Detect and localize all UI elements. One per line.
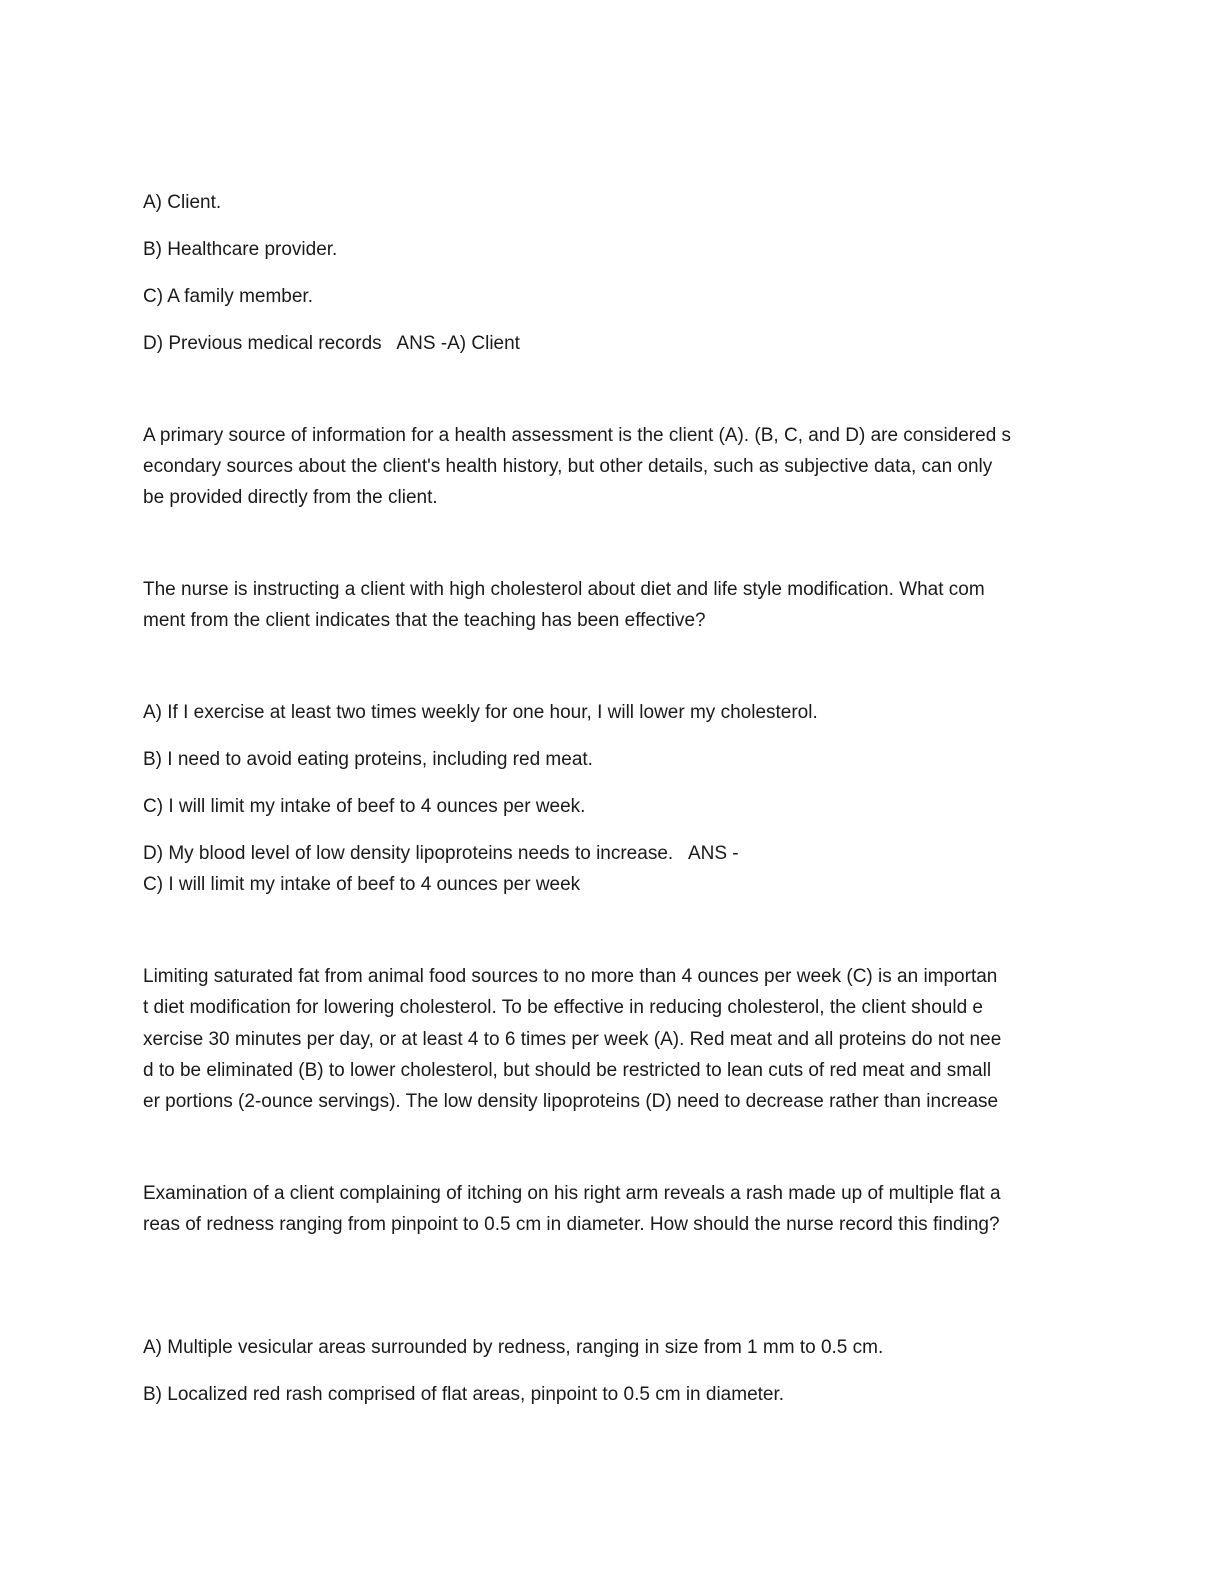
q2-stem-line: ment from the client indicates that the teaching has been effective?: [143, 610, 706, 631]
q3-stem-line: Examination of a client complaining of itching on his right arm reveals a rash made up of multiple flat a: [143, 1183, 1001, 1204]
q2-option-a: A) If I exercise at least two times weekly for one hour, I will lower my cholesterol.: [143, 702, 818, 723]
q2-rationale-line: t diet modification for lowering cholesterol. To be effective in reducing cholesterol, the client should e: [143, 997, 983, 1018]
q1-option-d-answer: D) Previous medical records ANS -A) Client: [143, 333, 520, 354]
q3-stem-line: reas of redness ranging from pinpoint to 0.5 cm in diameter. How should the nurse record this finding?: [143, 1214, 1000, 1235]
q2-stem-line: The nurse is instructing a client with high cholesterol about diet and life style modification. What com: [143, 579, 985, 600]
q2-option-d-answer: D) My blood level of low density lipoproteins needs to increase. ANS -: [143, 843, 739, 864]
q2-rationale-line: er portions (2-ounce servings). The low density lipoproteins (D) need to decrease rather than increase: [143, 1091, 999, 1112]
q1-rationale-line: A primary source of information for a health assessment is the client (A). (B, C, and D) are considered s: [143, 425, 1012, 446]
q2-rationale-line: d to be eliminated (B) to lower cholesterol, but should be restricted to lean cuts of red meat and small: [143, 1060, 992, 1081]
q2-rationale-line: Limiting saturated fat from animal food sources to no more than 4 ounces per week (C) is an importan: [143, 966, 998, 987]
q2-answer-line: C) I will limit my intake of beef to 4 ounces per week: [143, 874, 581, 895]
q3-option-a: A) Multiple vesicular areas surrounded by redness, ranging in size from 1 mm to 0.5 cm.: [143, 1337, 884, 1358]
q1-option-c: C) A family member.: [143, 286, 313, 307]
q1-option-a: A) Client.: [143, 192, 222, 213]
q2-option-b: B) I need to avoid eating proteins, including red meat.: [143, 749, 593, 770]
q2-rationale-line: xercise 30 minutes per day, or at least 4 to 6 times per week (A). Red meat and all proteins do not nee: [143, 1029, 1002, 1050]
q1-rationale-line: be provided directly from the client.: [143, 487, 438, 508]
q2-option-c: C) I will limit my intake of beef to 4 ounces per week.: [143, 796, 586, 817]
q3-option-b: B) Localized red rash comprised of flat areas, pinpoint to 0.5 cm in diameter.: [143, 1384, 785, 1405]
q1-option-b: B) Healthcare provider.: [143, 239, 338, 260]
q1-rationale-line: econdary sources about the client's health history, but other details, such as subjective data, can only: [143, 456, 993, 477]
